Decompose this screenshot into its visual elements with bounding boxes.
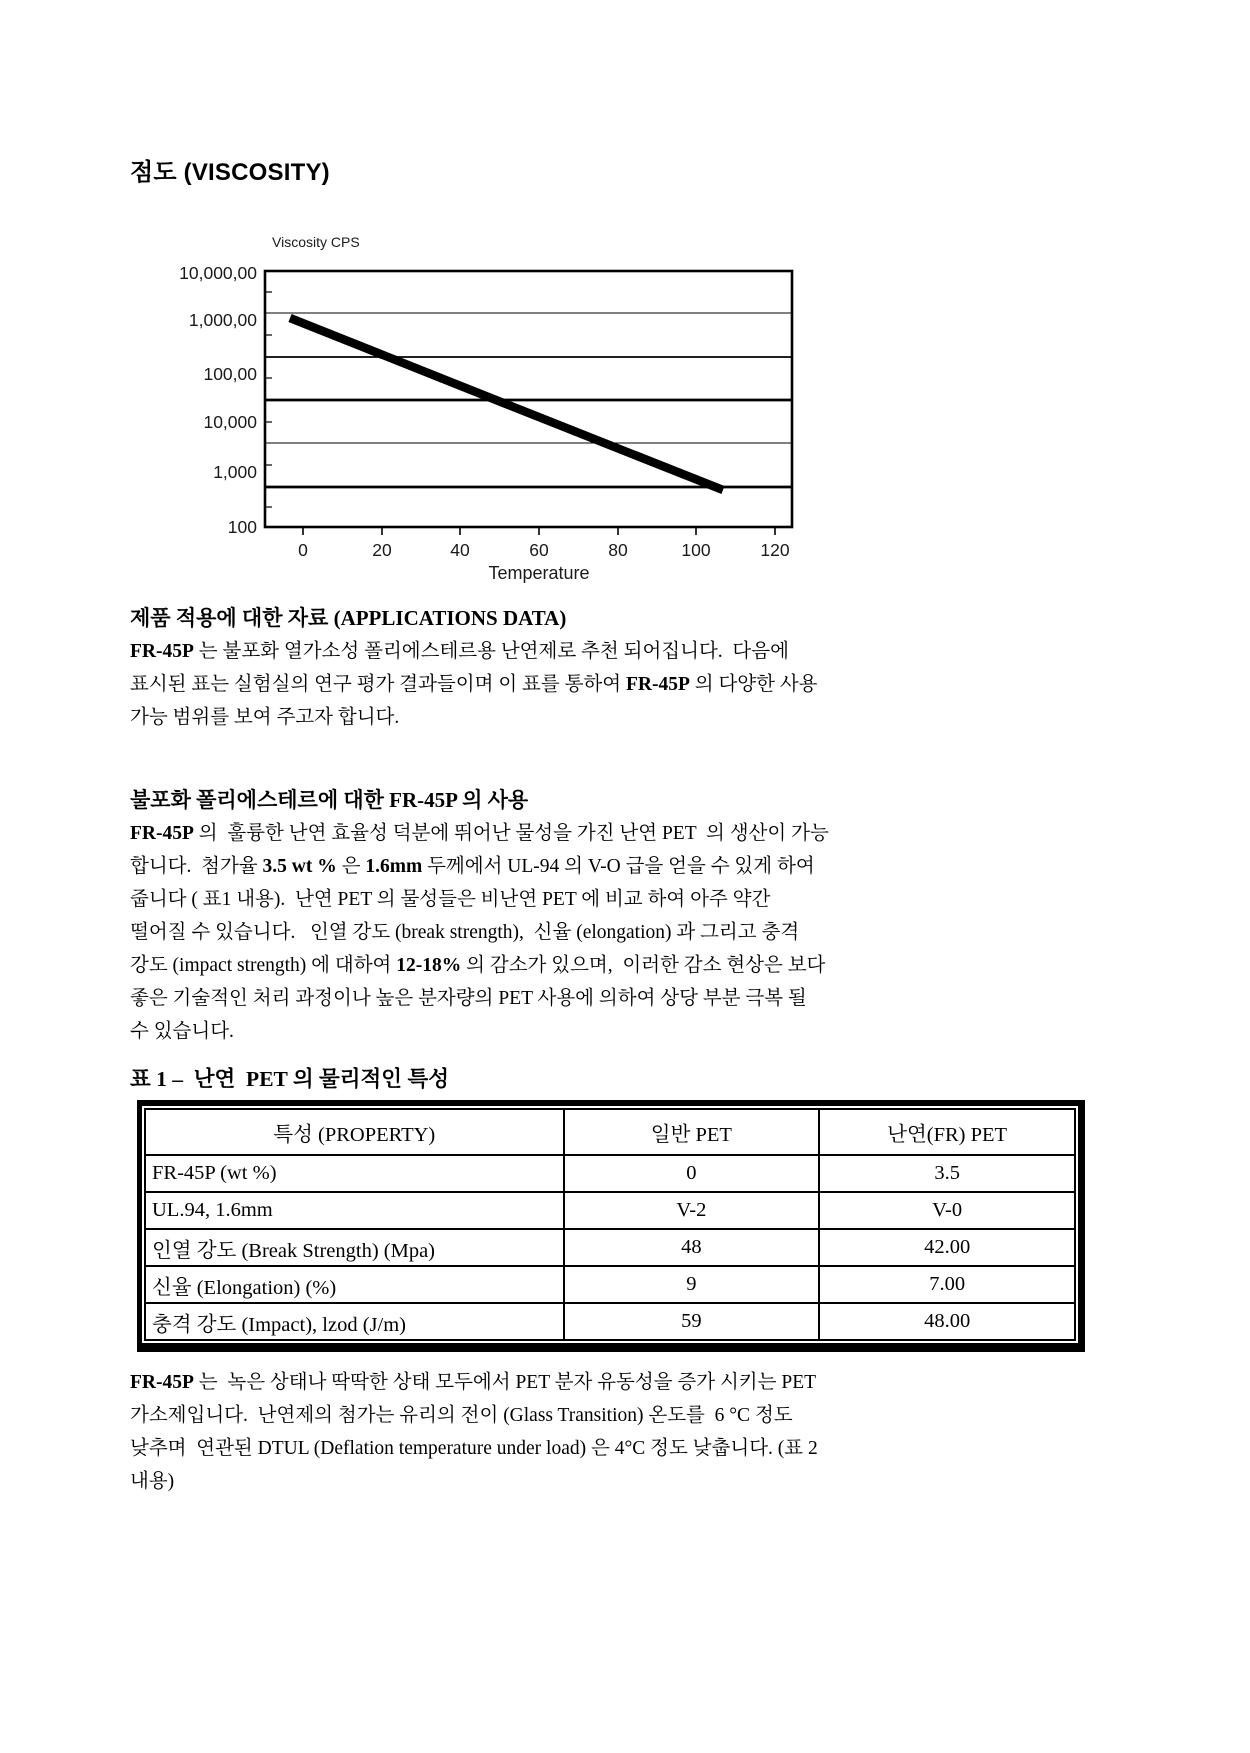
y-label-0: 10,000,00 bbox=[179, 263, 257, 283]
x-label-1: 20 bbox=[372, 540, 392, 560]
x-label-2: 40 bbox=[450, 540, 470, 560]
row-fr-value: 48.00 bbox=[819, 1303, 1075, 1340]
paragraph-line: 합니다. 첨가율 3.5 wt % 은 1.6mm 두께에서 UL-94 의 V-O 급을 얻을 수 있게 하여 bbox=[130, 856, 815, 877]
viscosity-chart-svg bbox=[135, 200, 855, 585]
applications-heading: 제품 적용에 대한 자료 (APPLICATIONS DATA) bbox=[130, 606, 567, 630]
section-applications bbox=[130, 602, 1130, 734]
y-label-3: 10,000 bbox=[203, 412, 257, 432]
row-fr-value: 7.00 bbox=[819, 1266, 1075, 1303]
paragraph-line: 좋은 기술적인 처리 과정이나 높은 분자량의 PET 사용에 의하여 상당 부분 극복 될 bbox=[130, 988, 807, 1009]
viscosity-chart bbox=[135, 200, 855, 585]
usage-heading: 불포화 폴리에스테르에 대한 FR-45P 의 사용 bbox=[130, 788, 529, 812]
y-label-4: 1,000 bbox=[213, 462, 257, 482]
table-header-row bbox=[145, 1109, 1075, 1155]
table1 bbox=[144, 1108, 1076, 1341]
x-label-4: 80 bbox=[608, 540, 628, 560]
x-axis-labels bbox=[298, 540, 790, 560]
header-property: 특성 (PROPERTY) bbox=[145, 1109, 564, 1155]
x-label-3: 60 bbox=[529, 540, 549, 560]
section-closing bbox=[130, 1366, 1130, 1498]
row-property: UL.94, 1.6mm bbox=[145, 1192, 564, 1229]
paragraph-line: 표시된 표는 실험실의 연구 평가 결과들이며 이 표를 통하여 FR-45P 의 다양한 사용 bbox=[130, 674, 818, 695]
row-fr-value: V-0 bbox=[819, 1192, 1075, 1229]
chart-title: Viscosity CPS bbox=[272, 234, 360, 250]
y-label-5: 100 bbox=[227, 517, 257, 537]
table1-frame bbox=[137, 1100, 1085, 1352]
page-title: 점도 (VISCOSITY) bbox=[130, 159, 330, 186]
header-fr-pet: 난연(FR) PET bbox=[819, 1109, 1075, 1155]
paragraph-line: FR-45P 의 훌륭한 난연 효율성 덕분에 뛰어난 물성을 가진 난연 PET 의 생산이 가능 bbox=[130, 823, 829, 844]
paragraph-line: FR-45P 는 불포화 열가소성 폴리에스테르용 난연제로 추천 되어집니다. 다음에 bbox=[130, 641, 789, 662]
row-general-value: 9 bbox=[564, 1266, 820, 1303]
paragraph-line: FR-45P 는 녹은 상태나 딱딱한 상태 모두에서 PET 분자 유동성을 증가 시키는 PET bbox=[130, 1372, 817, 1393]
paragraph-line: 강도 (impact strength) 에 대하여 12-18% 의 감소가 있으며, 이러한 감소 현상은 보다 bbox=[130, 955, 826, 976]
row-property: 신율 (Elongation) (%) bbox=[145, 1266, 564, 1303]
x-axis-title: Temperature bbox=[488, 563, 590, 583]
table-row bbox=[145, 1266, 1075, 1303]
x-label-5: 100 bbox=[681, 540, 711, 560]
row-general-value: 59 bbox=[564, 1303, 820, 1340]
row-fr-value: 3.5 bbox=[819, 1155, 1075, 1192]
x-label-6: 120 bbox=[760, 540, 790, 560]
row-general-value: 0 bbox=[564, 1155, 820, 1192]
table-row bbox=[145, 1229, 1075, 1266]
y-axis-labels bbox=[179, 263, 257, 537]
y-label-1: 1,000,00 bbox=[188, 310, 257, 330]
paragraph-line: 수 있습니다. bbox=[130, 1021, 234, 1042]
table-row bbox=[145, 1155, 1075, 1192]
table-row bbox=[145, 1192, 1075, 1229]
paragraph-line: 내용) bbox=[130, 1471, 175, 1492]
row-fr-value: 42.00 bbox=[819, 1229, 1075, 1266]
x-label-0: 0 bbox=[298, 540, 308, 560]
y-label-2: 100,00 bbox=[203, 364, 257, 384]
row-property: 인열 강도 (Break Strength) (Mpa) bbox=[145, 1229, 564, 1266]
table1-caption: 표 1 – 난연 PET 의 물리적인 특성 bbox=[130, 1067, 449, 1091]
paragraph-line: 가능 범위를 보여 주고자 합니다. bbox=[130, 707, 400, 728]
table-row bbox=[145, 1303, 1075, 1340]
paragraph-line: 떨어질 수 있습니다. 인열 강도 (break strength), 신율 (elongation) 과 그리고 충격 bbox=[130, 922, 800, 943]
row-property: FR-45P (wt %) bbox=[145, 1155, 564, 1192]
paragraph-line: 낮추며 연관된 DTUL (Deflation temperature under load) 은 4°C 정도 낮춥니다. (표 2 bbox=[130, 1438, 818, 1459]
header-general-pet: 일반 PET bbox=[564, 1109, 820, 1155]
row-general-value: V-2 bbox=[564, 1192, 820, 1229]
row-general-value: 48 bbox=[564, 1229, 820, 1266]
section-usage bbox=[130, 784, 1130, 1048]
paragraph-line: 줍니다 ( 표1 내용). 난연 PET 의 물성들은 비난연 PET 에 비교 하여 아주 약간 bbox=[130, 889, 771, 910]
paragraph-line: 가소제입니다. 난연제의 첨가는 유리의 전이 (Glass Transition) 온도를 6 °C 정도 bbox=[130, 1405, 793, 1426]
row-property: 충격 강도 (Impact), lzod (J/m) bbox=[145, 1303, 564, 1340]
